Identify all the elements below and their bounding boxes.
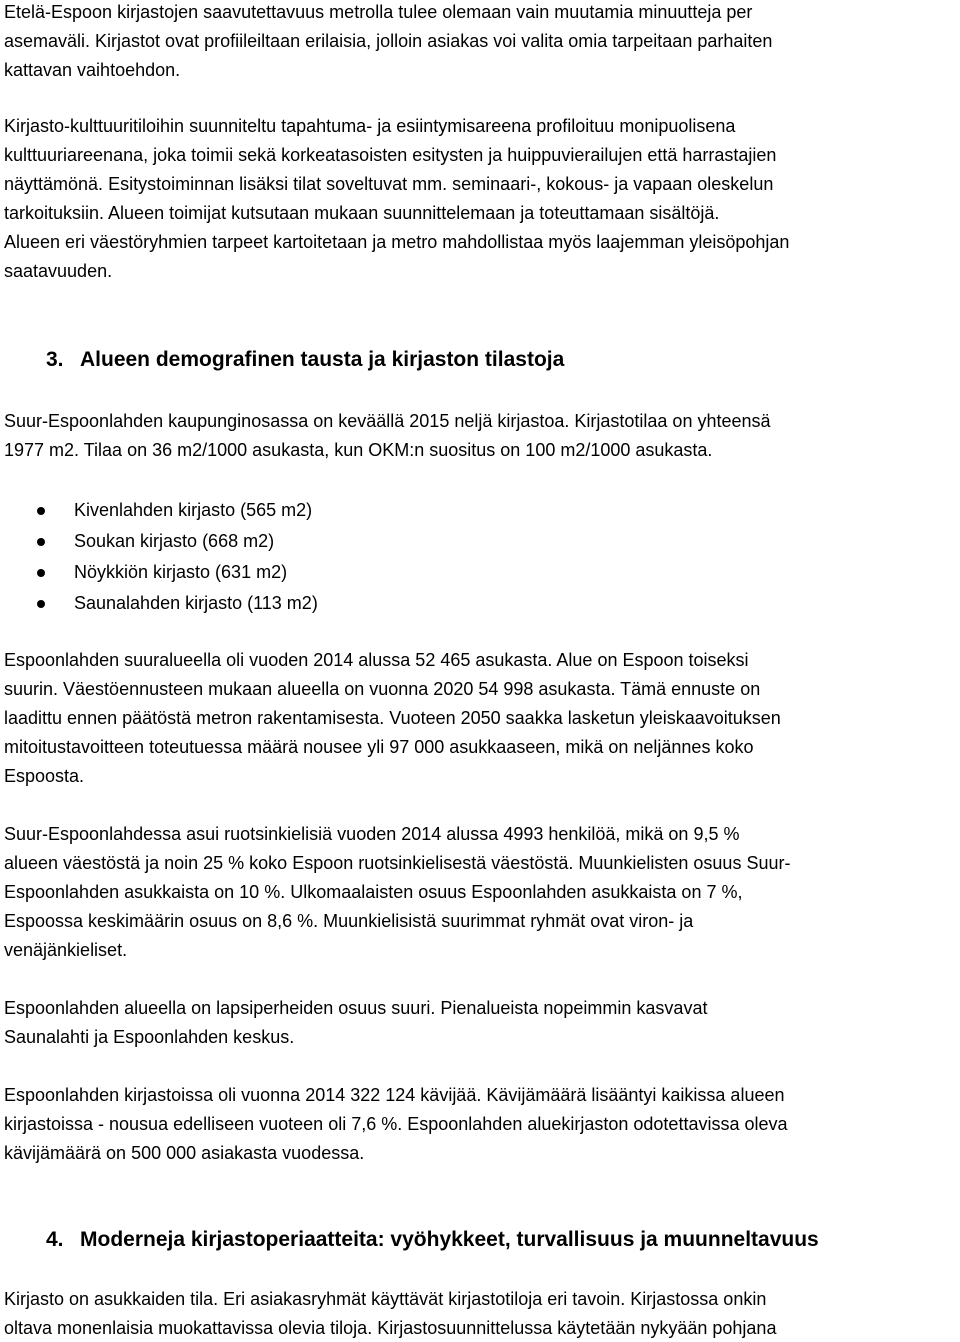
heading-text: Alueen demografinen tausta ja kirjaston tilastoja	[80, 348, 565, 371]
text-line: kattavan vaihtoehdon.	[4, 60, 181, 80]
list-item-text: Saunalahden kirjasto (113 m2)	[74, 593, 318, 613]
text-line: asemaväli. Kirjastot ovat profiileiltaan erilaisia, jolloin asiakas voi valita omia tarpeitaan parhaiten	[4, 31, 773, 51]
text-line: Espoosta.	[4, 766, 85, 786]
text-line: oltava monenlaisia muokattavissa olevia tiloja. Kirjastosuunnittelussa käytetään nykyään pohjana	[4, 1318, 777, 1338]
list-item-text: Kivenlahden kirjasto (565 m2)	[74, 500, 313, 520]
text-line: laadittu ennen päätöstä metron rakentamisesta. Vuoteen 2050 saakka lasketun yleiskaavoituksen	[4, 708, 781, 728]
text-line: suurin. Väestöennusteen mukaan alueella on vuonna 2020 54 998 asukasta. Tämä ennuste on	[4, 679, 761, 699]
text-line: Suur-Espoonlahden kaupunginosassa on keväällä 2015 neljä kirjastoa. Kirjastotilaa on yhteensä	[4, 411, 771, 431]
paragraph-visitors	[4, 1081, 956, 1168]
text-line: näyttämönä. Esitystoiminnan lisäksi tilat soveltuvat mm. seminaari-, kokous- ja vapaan oleskelun	[4, 174, 774, 194]
text-line: Kirjasto-kulttuuritiloihin suunniteltu tapahtuma- ja esiintymisareena profiloituu monipuolisena	[4, 116, 736, 136]
paragraph-languages	[4, 820, 956, 965]
heading-number: 3.	[46, 348, 64, 371]
text-line: Etelä-Espoon kirjastojen saavutettavuus metrolla tulee olemaan vain muutamia minuutteja per	[4, 2, 753, 22]
bullet-icon	[37, 538, 45, 546]
paragraph-population	[4, 646, 956, 791]
text-line: kävijämäärä on 500 000 asiakasta vuodessa.	[4, 1143, 365, 1163]
text-line: 1977 m2. Tilaa on 36 m2/1000 asukasta, kun OKM:n suositus on 100 m2/1000 asukasta.	[4, 440, 713, 460]
paragraph-library-space	[4, 407, 956, 465]
text-line: saatavuuden.	[4, 261, 113, 281]
heading-number: 4.	[46, 1228, 64, 1251]
text-line: Kirjasto on asukkaiden tila. Eri asiakasryhmät käyttävät kirjastotiloja eri tavoin. Kirjastossa onkin	[4, 1289, 767, 1309]
paragraph-culture-arena	[4, 112, 956, 286]
heading-text: Moderneja kirjastoperiaatteita: vyöhykkeet, turvallisuus ja muunneltavuus	[80, 1228, 819, 1251]
text-line: kirjastoissa - nousua edelliseen vuoteen oli 7,6 %. Espoonlahden aluekirjaston odotettavissa oleva	[4, 1114, 788, 1134]
paragraph-families	[4, 994, 956, 1052]
text-line: Suur-Espoonlahdessa asui ruotsinkielisiä vuoden 2014 alussa 4993 henkilöä, mikä on 9,5 %	[4, 824, 740, 844]
list-item-text: Nöykkiön kirjasto (631 m2)	[74, 562, 288, 582]
section-heading-4	[46, 1226, 819, 1254]
text-line: mitoitustavoitteen toteutuessa määrä nousee yli 97 000 asukkaaseen, mikä on neljännes koko	[4, 737, 754, 757]
text-line: Alueen eri väestöryhmien tarpeet kartoitetaan ja metro mahdollistaa myös laajemman yleisöpohjan	[4, 232, 790, 252]
text-line: tarkoituksiin. Alueen toimijat kutsutaan mukaan suunnittelemaan ja toteuttamaan sisältöjä.	[4, 203, 720, 223]
paragraph-residents-space	[4, 1285, 956, 1342]
text-line: alueen väestöstä ja noin 25 % koko Espoon ruotsinkielisestä väestöstä. Muunkielisten osuus Suur-	[4, 853, 791, 873]
text-line: Saunalahti ja Espoonlahden keskus.	[4, 1027, 295, 1047]
bullet-icon	[37, 569, 45, 577]
text-line: Espoonlahden suuralueella oli vuoden 2014 alussa 52 465 asukasta. Alue on Espoon toiseksi	[4, 650, 749, 670]
paragraph-accessibility	[4, 0, 956, 85]
text-line: venäjänkieliset.	[4, 940, 128, 960]
text-line: Espoonlahden kirjastoissa oli vuonna 2014 322 124 kävijää. Kävijämäärä lisääntyi kaikissa alueen	[4, 1085, 785, 1105]
section-heading-3	[46, 346, 564, 374]
text-line: kulttuuriareenana, joka toimii sekä korkeatasoisten esitysten ja huippuvierailujen että harrastajien	[4, 145, 777, 165]
text-line: Espoossa keskimäärin osuus on 8,6 %. Muunkielisistä suurimmat ryhmät ovat viron- ja	[4, 911, 694, 931]
list-item-text: Soukan kirjasto (668 m2)	[74, 531, 275, 551]
text-line: Espoonlahden alueella on lapsiperheiden osuus suuri. Pienalueista nopeimmin kasvavat	[4, 998, 708, 1018]
text-line: Espoonlahden asukkaista on 10 %. Ulkomaalaisten osuus Espoonlahden asukkaista on 7 %,	[4, 882, 743, 902]
bullet-icon	[37, 507, 45, 515]
bullet-icon	[37, 600, 45, 608]
